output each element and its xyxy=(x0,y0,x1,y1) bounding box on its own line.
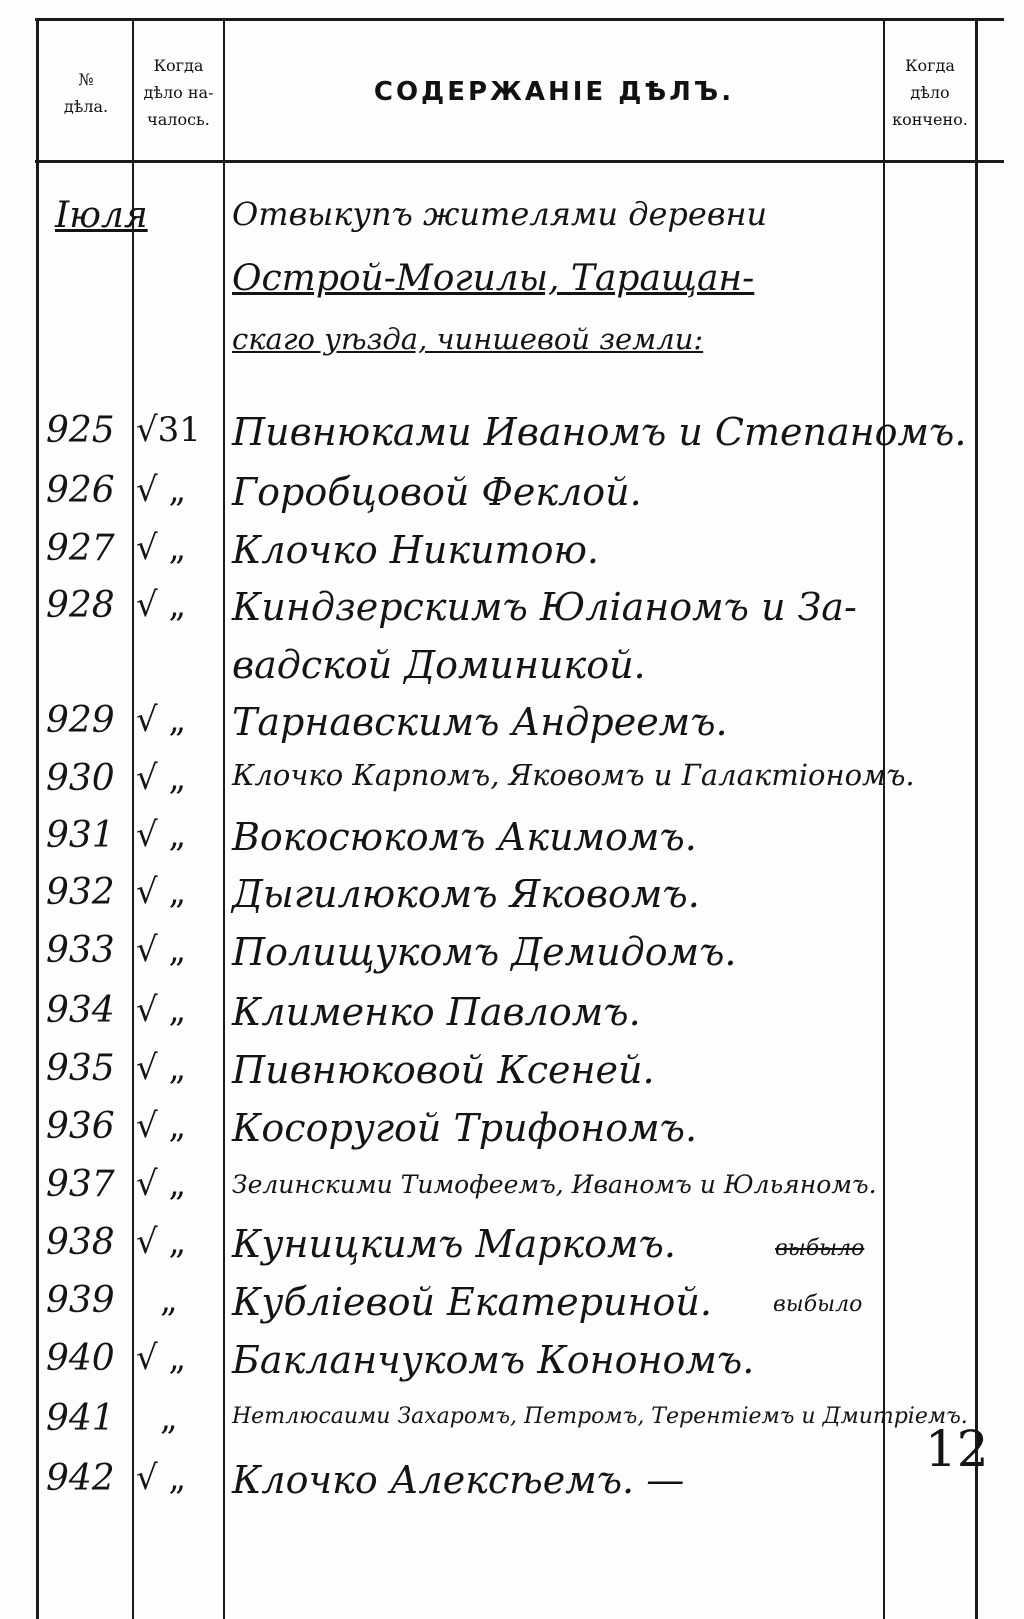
case-entry: Клочко Никитою. xyxy=(232,528,599,572)
case-number: 937 xyxy=(46,1164,115,1205)
header-ended xyxy=(885,30,975,155)
case-number: 931 xyxy=(46,815,115,856)
case-entry: Зелинскими Тимофеемъ, Иваномъ и Юльяномъ. xyxy=(232,1170,877,1199)
case-entry-continuation: вадской Доминикой. xyxy=(232,643,646,687)
date-mark: „ xyxy=(160,1280,178,1320)
date-mark: √ „ xyxy=(136,528,187,568)
date-mark: √ „ xyxy=(136,758,187,798)
section-heading-line2: Острой-Могилы, Таращан- xyxy=(232,258,755,299)
case-number: 942 xyxy=(46,1458,115,1499)
case-entry: Пивнюковой Ксеней. xyxy=(232,1048,655,1092)
header-started xyxy=(134,30,223,155)
case-number: 932 xyxy=(46,872,115,913)
case-entry: Горобцовой Феклой. xyxy=(232,470,642,514)
header-content-title xyxy=(225,30,883,155)
header-started-line3: чалось. xyxy=(147,110,210,129)
case-entry: Пивнюками Иваномъ и Степаномъ. xyxy=(232,410,967,454)
case-entry: Клименко Павломъ. xyxy=(232,990,641,1034)
header-ended-line2: дѣло xyxy=(910,83,950,102)
case-number: 941 xyxy=(46,1398,115,1439)
date-mark: √ „ xyxy=(136,1106,187,1146)
date-mark: √ „ xyxy=(136,700,187,740)
date-mark: √ „ xyxy=(136,585,187,625)
column-rule-started xyxy=(223,18,225,1619)
column-rule-left xyxy=(36,18,39,1619)
case-number: 925 xyxy=(46,410,115,451)
case-number: 933 xyxy=(46,930,115,971)
column-rule-content xyxy=(883,18,885,1619)
case-entry: Киндзерскимъ Юліаномъ и За- xyxy=(232,585,857,629)
date-mark: √ „ xyxy=(136,815,187,855)
date-mark: √ „ xyxy=(136,1458,187,1498)
case-entry: Тарнавскимъ Андреемъ. xyxy=(232,700,728,744)
case-number: 926 xyxy=(46,470,115,511)
case-number: 935 xyxy=(46,1048,115,1089)
corner-mark: 12 xyxy=(925,1420,989,1478)
header-started-line2: дѣло на- xyxy=(143,83,214,102)
date-mark: √ „ xyxy=(136,470,187,510)
case-entry: Клочко Карпомъ, Яковомъ и Галактіономъ. xyxy=(232,758,915,792)
case-number: 938 xyxy=(46,1222,115,1263)
date-mark: √ „ xyxy=(136,990,187,1030)
date-mark: √ „ xyxy=(136,872,187,912)
case-entry: Клочко Алексѣемъ. — xyxy=(232,1458,685,1502)
case-entry: Дыгилюкомъ Яковомъ. xyxy=(232,872,700,916)
case-entry: Кубліевой Екатериной. xyxy=(232,1280,712,1324)
section-heading-line3: скаго уѣзда, чиншевой земли: xyxy=(232,322,704,356)
date-mark: √31 xyxy=(136,410,201,450)
date-mark: √ „ xyxy=(136,1048,187,1088)
case-entry: Вокосюкомъ Акимомъ. xyxy=(232,815,697,859)
header-content-text: СОДЕРЖАНІЕ ДѢЛЪ. xyxy=(373,77,735,107)
case-number: 929 xyxy=(46,700,115,741)
margin-note: выбыло xyxy=(773,1292,863,1317)
top-rule xyxy=(35,18,1004,21)
header-case-number-line1: № xyxy=(78,69,94,89)
case-entry: Полищукомъ Демидомъ. xyxy=(232,930,737,974)
case-entry: Косоругой Трифономъ. xyxy=(232,1106,698,1150)
month-label: Іюля xyxy=(55,195,148,236)
column-rule-right xyxy=(975,18,978,1619)
case-number: 930 xyxy=(46,758,115,799)
date-mark: „ xyxy=(160,1398,178,1438)
date-mark: √ „ xyxy=(136,930,187,970)
header-case-number xyxy=(40,30,132,155)
header-ended-line3: кончено. xyxy=(892,110,968,129)
header-ended-line1: Когда xyxy=(905,56,955,75)
date-mark: √ „ xyxy=(136,1338,187,1378)
section-heading-line1: Отвыкупъ жителями деревни xyxy=(232,195,768,233)
case-number: 928 xyxy=(46,585,115,626)
case-number: 927 xyxy=(46,528,115,569)
case-number: 934 xyxy=(46,990,115,1031)
column-rule-number xyxy=(132,18,134,1619)
case-entry: Нетлюсаими Захаромъ, Петромъ, Терентіемъ и Дмитріемъ. xyxy=(232,1404,968,1429)
case-number: 939 xyxy=(46,1280,115,1321)
case-number: 936 xyxy=(46,1106,115,1147)
case-number: 940 xyxy=(46,1338,115,1379)
header-started-line1: Когда xyxy=(153,56,204,75)
header-case-number-line2: дѣла. xyxy=(63,96,109,116)
date-mark: √ „ xyxy=(136,1222,187,1262)
struck-note: выбыло xyxy=(775,1236,865,1261)
date-mark: √ „ xyxy=(136,1164,187,1204)
header-rule xyxy=(35,160,1004,163)
case-entry: Куницкимъ Маркомъ. xyxy=(232,1222,676,1266)
case-entry: Бакланчукомъ Конономъ. xyxy=(232,1338,755,1382)
